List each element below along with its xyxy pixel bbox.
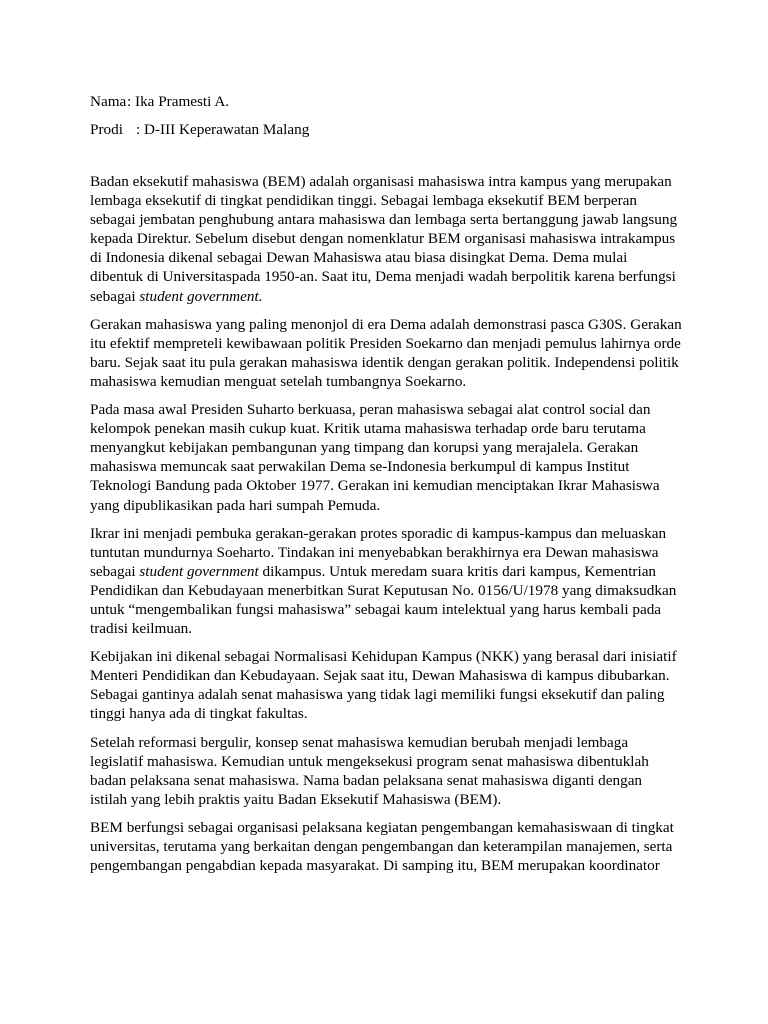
name-label: Nama bbox=[90, 93, 127, 110]
paragraph-line: pengembangan pengabdian kepada masyarakat. Di samping itu, BEM merupakan koordinator bbox=[90, 857, 660, 875]
paragraph-line: dibentuk di Universitaspada 1950-an. Saat itu, Dema menjadi wadah berpolitik karena berfungsi bbox=[90, 268, 676, 286]
paragraph-line: sebagai jembatan penghubung antara mahasiswa dan lembaga serta bertanggung jawab langsung bbox=[90, 211, 678, 229]
paragraph-line bbox=[90, 287, 680, 306]
paragraph-line: lembaga eksekutif di tingkat pendidikan tinggi. Sebagai lembaga eksekutif BEM berperan bbox=[90, 192, 638, 210]
paragraph-bem-function bbox=[90, 818, 680, 875]
paragraph-line: untuk “mengembalikan fungsi mahasiswa” sebagai kaum intelektual yang harus kembali pada bbox=[90, 600, 662, 618]
line-text: sebagai bbox=[90, 562, 140, 580]
study-program-row bbox=[90, 120, 680, 139]
paragraph-line: tuntutan mundurnya Soeharto. Tindakan ini menyebabkan berakhirnya era Dewan mahasiswa bbox=[90, 543, 659, 561]
line-text: dikampus. Untuk meredam suara kritis dari kampus, Kementrian bbox=[258, 562, 657, 580]
paragraph-line: istilah yang lebih praktis yaitu Badan Eksekutif Mahasiswa (BEM). bbox=[90, 790, 502, 808]
paragraph-line: Setelah reformasi bergulir, konsep senat mahasiswa kemudian berubah menjadi lembaga bbox=[90, 733, 629, 751]
prodi-label: Prodi bbox=[90, 121, 123, 138]
paragraph-line: tinggi hanya ada di tingkat fakultas. bbox=[90, 705, 308, 723]
paragraph-line: Gerakan mahasiswa yang paling menonjol di era Dema adalah demonstrasi pasca G30S. Gerakan bbox=[90, 315, 682, 333]
paragraph-suharto-era bbox=[90, 400, 680, 515]
paragraph-line: di Indonesia dikenal sebagai Dewan Mahasiswa atau biasa disingkat Dema. Dema mulai bbox=[90, 249, 628, 267]
paragraph-line: menyangkut kebijakan pembangunan yang timpang dan korupsi yang merajalela. Gerakan bbox=[90, 439, 639, 457]
paragraph-line: kelompok penekan masih cukup kuat. Kritik utama mahasiswa terhadap orde baru terutama bbox=[90, 420, 646, 438]
prodi-value: : D-III Keperawatan Malang bbox=[136, 121, 310, 138]
paragraph-line: mahasiswa kemudian menguat setelah tumbangnya Soekarno. bbox=[90, 372, 467, 390]
paragraph-line: Kebijakan ini dikenal sebagai Normalisasi Kehidupan Kampus (NKK) yang berasal dari inisiatif bbox=[90, 648, 677, 666]
paragraph-ikrar bbox=[90, 524, 680, 639]
paragraph-line: Pendidikan dan Kebudayaan menerbitkan Surat Keputusan No. 0156/U/1978 yang dimaksudkan bbox=[90, 581, 677, 599]
line-text: sebagai bbox=[90, 287, 140, 305]
paragraph-line: Ikrar ini menjadi pembuka gerakan-gerakan protes sporadic di kampus-kampus dan meluaskan bbox=[90, 524, 667, 542]
paragraph-nkk-policy bbox=[90, 647, 680, 723]
paragraph-line: mahasiswa memuncak saat perwakilan Dema se-Indonesia berkumpul di kampus Institut bbox=[90, 458, 630, 476]
paragraph-line bbox=[90, 562, 680, 581]
name-value: : Ika Pramesti A. bbox=[127, 93, 230, 110]
paragraph-line: badan pelaksana senat mahasiswa. Nama badan pelaksana senat mahasiswa diganti dengan bbox=[90, 771, 643, 789]
student-name-row bbox=[90, 92, 680, 111]
italic-term: student government. bbox=[139, 287, 263, 305]
paragraph-line: legislatif mahasiswa. Kemudian untuk mengeksekusi program senat mahasiswa dibentuklah bbox=[90, 752, 649, 770]
paragraph-dema-movement bbox=[90, 315, 680, 391]
paragraph-line: yang dipublikasikan pada hari sumpah Pemuda. bbox=[90, 496, 381, 514]
paragraph-line: Pada masa awal Presiden Suharto berkuasa, peran mahasiswa sebagai alat control social dan bbox=[90, 401, 651, 419]
paragraph-line: tradisi keilmuan. bbox=[90, 620, 193, 638]
paragraph-line: BEM berfungsi sebagai organisasi pelaksana kegiatan pengembangan kemahasiswaan di tingkat bbox=[90, 818, 674, 836]
paragraph-line: Badan eksekutif mahasiswa (BEM) adalah organisasi mahasiswa intra kampus yang merupakan bbox=[90, 173, 672, 190]
paragraph-line: itu efektif mempreteli kewibawaan politik Presiden Soekarno dan menjadi pemulus lahirnya orde bbox=[90, 334, 681, 352]
paragraph-line: baru. Sejak saat itu pula gerakan mahasiswa identik dengan gerakan politik. Independensi politik bbox=[90, 353, 679, 371]
italic-term: student government bbox=[139, 562, 259, 580]
paragraph-line: kepada Direktur. Sebelum disebut dengan nomenklatur BEM organisasi mahasiswa intrakampus bbox=[90, 230, 676, 248]
paragraph-line: Menteri Pendidikan dan Kebudayaan. Sejak saat itu, Dewan Mahasiswa di kampus dibubarkan. bbox=[90, 667, 670, 685]
paragraph-line: universitas, terutama yang berkaitan dengan pengembangan dan keterampilan manajemen, serta bbox=[90, 838, 673, 855]
document-body bbox=[90, 92, 680, 884]
paragraph-line: Sebagai gantinya adalah senat mahasiswa yang tidak lagi memiliki fungsi eksekutif dan paling bbox=[90, 686, 665, 704]
paragraph-reformasi bbox=[90, 733, 680, 809]
paragraph-bem-definition bbox=[90, 172, 680, 306]
paragraph-line: Teknologi Bandung pada Oktober 1977. Gerakan ini kemudian menciptakan Ikrar Mahasiswa bbox=[90, 477, 660, 495]
